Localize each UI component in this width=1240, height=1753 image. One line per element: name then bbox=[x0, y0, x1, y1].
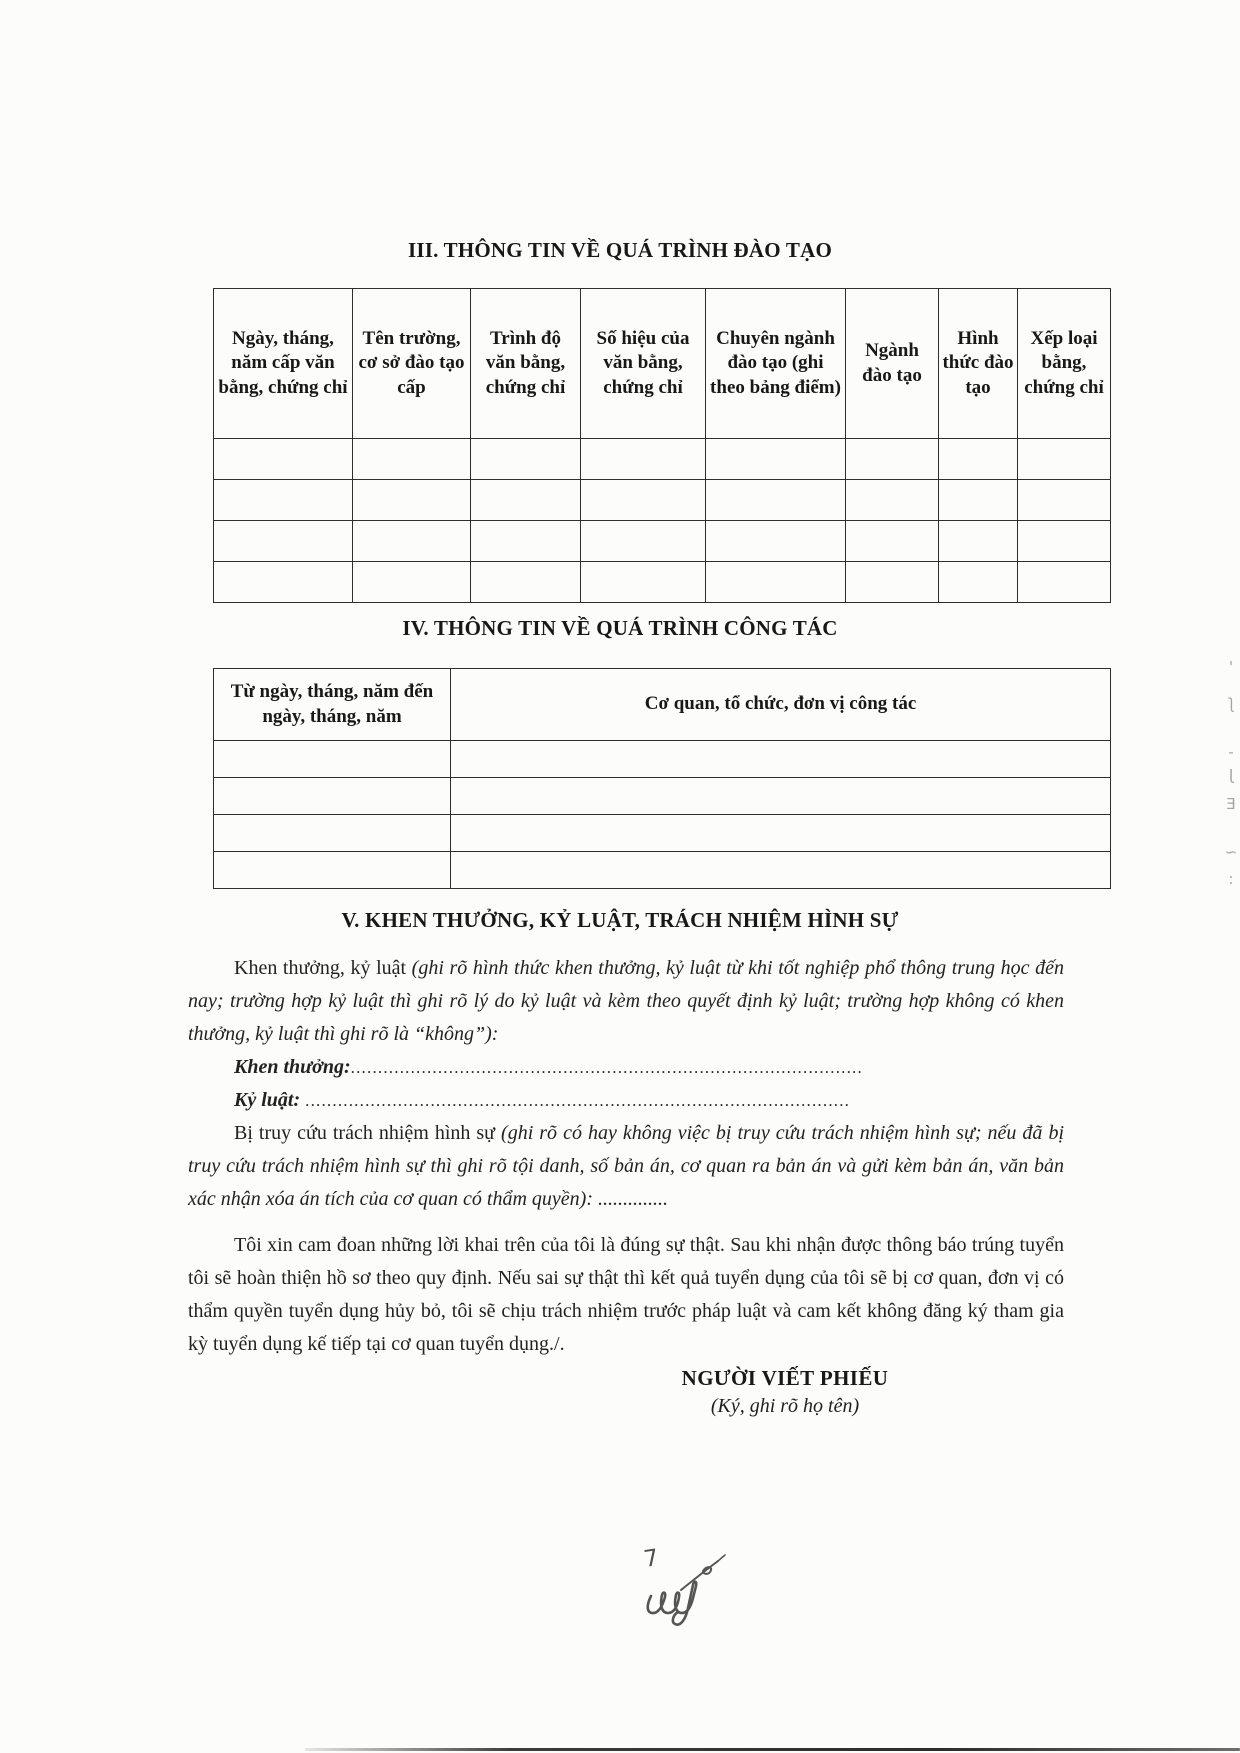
th-major: Chuyên ngành đào tạo (ghi theo bảng điểm) bbox=[706, 289, 846, 439]
criminal-liability-lead: Bị truy cứu trách nhiệm hình sự bbox=[234, 1122, 502, 1144]
empty-cell bbox=[214, 439, 353, 480]
commitment-paragraph: Tôi xin cam đoan những lời khai trên của tôi là đúng sự thật. Sau khi nhận được thông báo trúng tuyển tôi sẽ hoàn thiện hồ sơ theo quy định. Nếu sai sự thật thì kết quả tuyển dụng của tôi sẽ bị cơ quan, đơn vị có thẩm quyền tuyển dụng hủy bỏ, tôi sẽ chịu trách nhiệm trước pháp luật và cam kết không đăng ký tham gia kỳ tuyển dụng kế tiếp tại cơ quan tuyển dụng./. bbox=[188, 1234, 1064, 1355]
training-table-header-row bbox=[214, 289, 1111, 439]
handwritten-signature-icon bbox=[618, 1538, 768, 1638]
handwritten-page-number: 7 bbox=[642, 1545, 661, 1573]
empty-cell bbox=[353, 521, 471, 562]
scan-edge-artifact: ʃ bbox=[1228, 695, 1234, 713]
table-row bbox=[214, 852, 1111, 889]
scan-edge-artifact: ' bbox=[1228, 658, 1234, 676]
empty-cell bbox=[471, 480, 581, 521]
reward-line bbox=[234, 1051, 1064, 1084]
table-row bbox=[214, 439, 1111, 480]
section-v-body bbox=[188, 952, 1064, 1361]
signer-note: (Ký, ghi rõ họ tên) bbox=[710, 1395, 860, 1417]
signer-block bbox=[565, 1366, 1005, 1418]
empty-cell bbox=[451, 815, 1111, 852]
discipline-label: Kỷ luật: bbox=[234, 1089, 306, 1111]
empty-cell bbox=[451, 778, 1111, 815]
empty-cell bbox=[471, 521, 581, 562]
empty-cell bbox=[451, 852, 1111, 889]
th-field: Ngành đào tạo bbox=[846, 289, 939, 439]
reward-label: Khen thưởng: bbox=[234, 1056, 351, 1078]
work-table bbox=[213, 668, 1111, 889]
empty-cell bbox=[706, 521, 846, 562]
scan-edge-artifact: - bbox=[1228, 743, 1234, 761]
empty-cell bbox=[581, 521, 706, 562]
table-row bbox=[214, 562, 1111, 603]
work-table-header-row bbox=[214, 669, 1111, 741]
empty-cell bbox=[706, 439, 846, 480]
th-degree-level: Trình độ văn bằng, chứng chỉ bbox=[471, 289, 581, 439]
th-period: Từ ngày, tháng, năm đến ngày, tháng, năm bbox=[214, 669, 451, 741]
empty-cell bbox=[939, 439, 1018, 480]
empty-cell bbox=[1018, 439, 1111, 480]
empty-cell bbox=[353, 439, 471, 480]
th-training-form: Hình thức đào tạo bbox=[939, 289, 1018, 439]
scan-edge-artifact: ~ bbox=[1224, 843, 1238, 861]
empty-cell bbox=[353, 562, 471, 603]
criminal-liability-paragraph bbox=[188, 1117, 1064, 1216]
empty-cell bbox=[214, 480, 353, 521]
scan-edge-artifact: E bbox=[1226, 795, 1236, 813]
empty-cell bbox=[214, 562, 353, 603]
training-table bbox=[213, 288, 1111, 603]
empty-cell bbox=[581, 439, 706, 480]
empty-cell bbox=[846, 480, 939, 521]
section-v-title: V. KHEN THƯỞNG, KỶ LUẬT, TRÁCH NHIỆM HÌNH SỰ bbox=[341, 908, 899, 932]
table-row bbox=[214, 815, 1111, 852]
empty-cell bbox=[471, 439, 581, 480]
empty-cell bbox=[214, 852, 451, 889]
table-row bbox=[214, 778, 1111, 815]
signer-title: NGƯỜI VIẾT PHIẾU bbox=[681, 1366, 889, 1390]
reward-dotted-rule: .............................................................................................. bbox=[350, 1058, 863, 1077]
th-organization: Cơ quan, tổ chức, đơn vị công tác bbox=[451, 669, 1111, 741]
discipline-line bbox=[234, 1084, 1064, 1117]
empty-cell bbox=[214, 815, 451, 852]
criminal-liability-note: (ghi rõ có hay không việc bị truy cứu trách nhiệm hình sự; nếu đã bị truy cứu trách nhiệm hình sự thì ghi rõ tội danh, số bản án, cơ quan ra bản án và gửi kèm bản án, văn bản xác nhận xóa án tích của cơ quan có thẩm quyền): .............. bbox=[188, 1122, 1064, 1210]
empty-cell bbox=[451, 741, 1111, 778]
empty-cell bbox=[846, 521, 939, 562]
empty-cell bbox=[353, 480, 471, 521]
empty-cell bbox=[706, 480, 846, 521]
empty-cell bbox=[939, 521, 1018, 562]
empty-cell bbox=[846, 562, 939, 603]
th-date-issued: Ngày, tháng, năm cấp văn bằng, chứng chỉ bbox=[214, 289, 353, 439]
discipline-dotted-rule: .................................................................................................... bbox=[305, 1091, 851, 1110]
scan-edge-artifact: : bbox=[1228, 870, 1234, 888]
reward-discipline-lead: Khen thưởng, kỷ luật bbox=[234, 957, 412, 979]
scan-bottom-edge bbox=[305, 1748, 1240, 1751]
table-row bbox=[214, 521, 1111, 562]
empty-cell bbox=[846, 439, 939, 480]
th-school: Tên trường, cơ sở đào tạo cấp bbox=[353, 289, 471, 439]
empty-cell bbox=[1018, 521, 1111, 562]
empty-cell bbox=[214, 741, 451, 778]
th-certificate-number: Số hiệu của văn bằng, chứng chỉ bbox=[581, 289, 706, 439]
table-row bbox=[214, 480, 1111, 521]
empty-cell bbox=[939, 562, 1018, 603]
th-classification: Xếp loại bằng, chứng chỉ bbox=[1018, 289, 1111, 439]
section-iv-title: IV. THÔNG TIN VỀ QUÁ TRÌNH CÔNG TÁC bbox=[402, 616, 838, 640]
empty-cell bbox=[939, 480, 1018, 521]
table-row bbox=[214, 741, 1111, 778]
empty-cell bbox=[706, 562, 846, 603]
empty-cell bbox=[214, 521, 353, 562]
empty-cell bbox=[214, 778, 451, 815]
empty-cell bbox=[581, 562, 706, 603]
empty-cell bbox=[1018, 480, 1111, 521]
reward-discipline-note: (ghi rõ hình thức khen thưởng, kỷ luật từ khi tốt nghiệp phổ thông trung học đến nay; trường hợp kỷ luật thì ghi rõ lý do kỷ luật và kèm theo quyết định kỷ luật; trường hợp không có khen thưởng, kỷ luật thì ghi rõ là “không”): bbox=[188, 957, 1064, 1045]
empty-cell bbox=[471, 562, 581, 603]
empty-cell bbox=[581, 480, 706, 521]
empty-cell bbox=[1018, 562, 1111, 603]
scan-edge-artifact: J bbox=[1228, 766, 1234, 784]
section-iii-title: III. THÔNG TIN VỀ QUÁ TRÌNH ĐÀO TẠO bbox=[408, 238, 832, 262]
reward-discipline-paragraph bbox=[188, 952, 1064, 1051]
